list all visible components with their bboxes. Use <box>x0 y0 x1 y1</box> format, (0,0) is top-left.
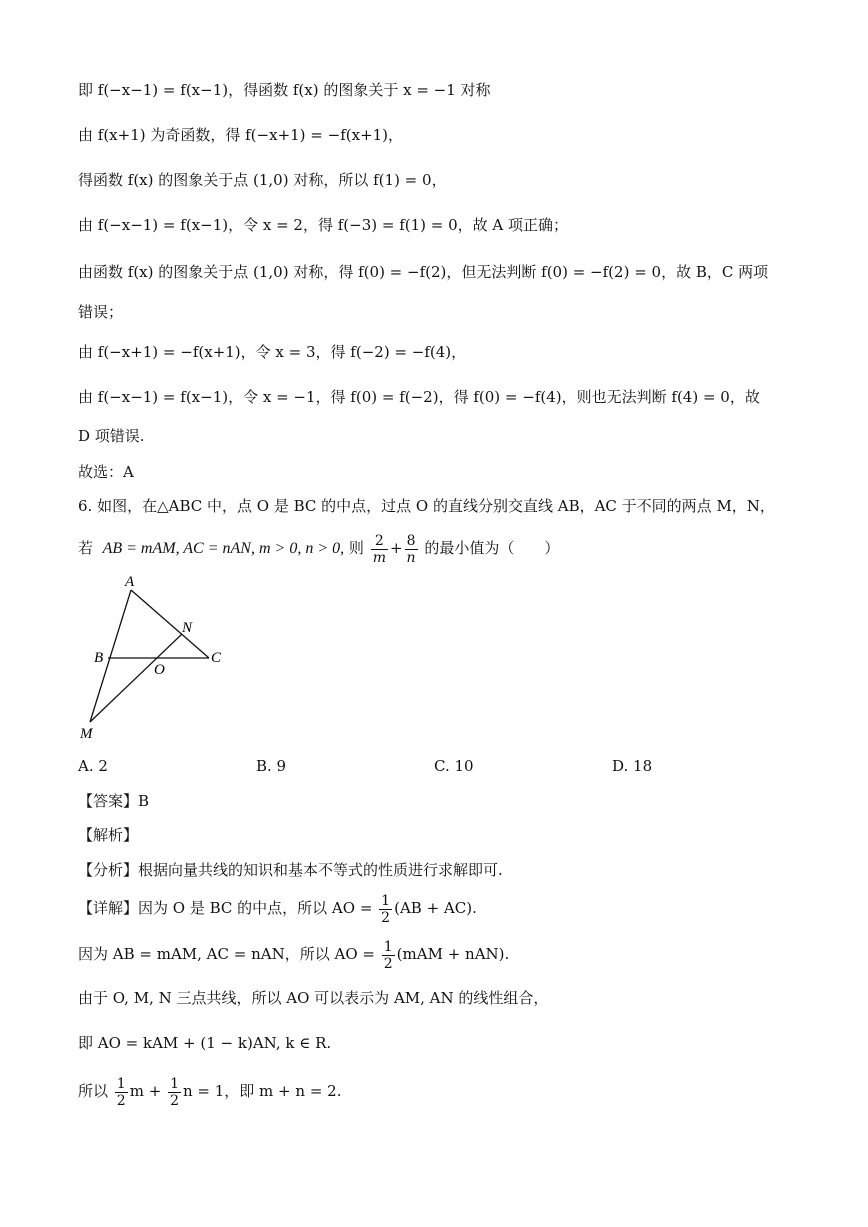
text-line-3: 得函数 f(x) 的图象关于点 (1,0) 对称，所以 f(1) = 0， <box>78 171 447 189</box>
question-vectors: AB = mAM, AC = nAN, m > 0, n > 0, <box>102 540 345 557</box>
text-line-9: D 项错误. <box>78 427 145 445</box>
text-line-8: 由 f(−x−1) = f(x−1)，令 x = −1，得 f(0) = f(−2)，得 f(0) = −f(4)，则也无法判断 f(4) = 0，故 <box>78 388 760 406</box>
text-line-5: 由函数 f(x) 的图象关于点 (1,0) 对称，得 f(0) = −f(2)，但无法判断 f(0) = −f(2) = 0，故 B，C 两项 <box>78 263 769 281</box>
fraction-2-over-m: $\frac{2}{m}$ <box>372 532 386 566</box>
text-line-10: 故选：A <box>78 463 134 481</box>
option-a: A. 2 <box>78 757 108 775</box>
option-c: C. 10 <box>434 757 474 775</box>
answer-line: 【答案】B <box>78 792 150 810</box>
line-AC <box>131 590 209 658</box>
label-O: O <box>154 662 165 678</box>
text-line-4: 由 f(−x−1) = f(x−1)，令 x = 2，得 f(−3) = f(1) = 0，故 A 项正确； <box>78 216 569 234</box>
option-d: D. 18 <box>612 757 653 775</box>
question-then: 则 <box>348 539 364 557</box>
analysis-title: 【解析】 <box>78 826 139 844</box>
fraction-8-over-n: $\frac{8}{n}$ <box>406 532 416 566</box>
plus-sign: + <box>389 539 403 557</box>
question-suffix: 的最小值为（ ） <box>424 539 560 557</box>
text-line-6: 错误； <box>78 303 124 321</box>
detail-line-1: 【详解】因为 O 是 BC 的中点，所以 AO = $\frac{1}{2}$ (AB + AC). <box>78 892 477 926</box>
label-M: M <box>80 726 93 742</box>
label-C: C <box>211 650 222 666</box>
triangle-figure <box>78 572 238 744</box>
text-line-1: 即 f(−x−1) = f(x−1)，得函数 f(x) 的图象关于 x = −1 对称 <box>78 81 491 99</box>
fraction-half: $\frac{1}{2}$ <box>381 892 391 926</box>
question-prefix: 若 <box>78 539 94 557</box>
detail-line-3: 由于 O, M, N 三点共线，所以 AO 可以表示为 AM, AN 的线性组合， <box>78 989 549 1007</box>
fraction-half: $\frac{1}{2}$ <box>116 1075 126 1109</box>
detail-line-5: 所以 $\frac{1}{2}$ m + $\frac{1}{2}$ n = 1，即 m + n = 2. <box>78 1075 342 1109</box>
fraction-half: $\frac{1}{2}$ <box>383 938 393 972</box>
label-N: N <box>182 620 193 636</box>
question-line-2 <box>78 528 559 569</box>
label-A: A <box>125 574 135 590</box>
question-line-1: 6. 如图，在△ABC 中，点 O 是 BC 的中点，过点 O 的直线分别交直线 AB，AC 于不同的两点 M，N， <box>78 497 775 515</box>
detail-line-2: 因为 AB = mAM, AC = nAN，所以 AO = $\frac{1}{2}$ (mAM + nAN). <box>78 938 510 972</box>
fraction-half: $\frac{1}{2}$ <box>170 1075 179 1109</box>
detail-line-4: 即 AO = kAM + (1 − k)AN, k ∈ R. <box>78 1034 332 1052</box>
option-b: B. 9 <box>256 757 287 775</box>
text-line-7: 由 f(−x+1) = −f(x+1)，令 x = 3，得 f(−2) = −f(4)， <box>78 343 467 361</box>
text-line-2: 由 f(x+1) 为奇函数，得 f(−x+1) = −f(x+1)， <box>78 126 404 144</box>
label-B: B <box>94 650 104 666</box>
analysis-line: 【分析】根据向量共线的知识和基本不等式的性质进行求解即可. <box>78 861 503 879</box>
